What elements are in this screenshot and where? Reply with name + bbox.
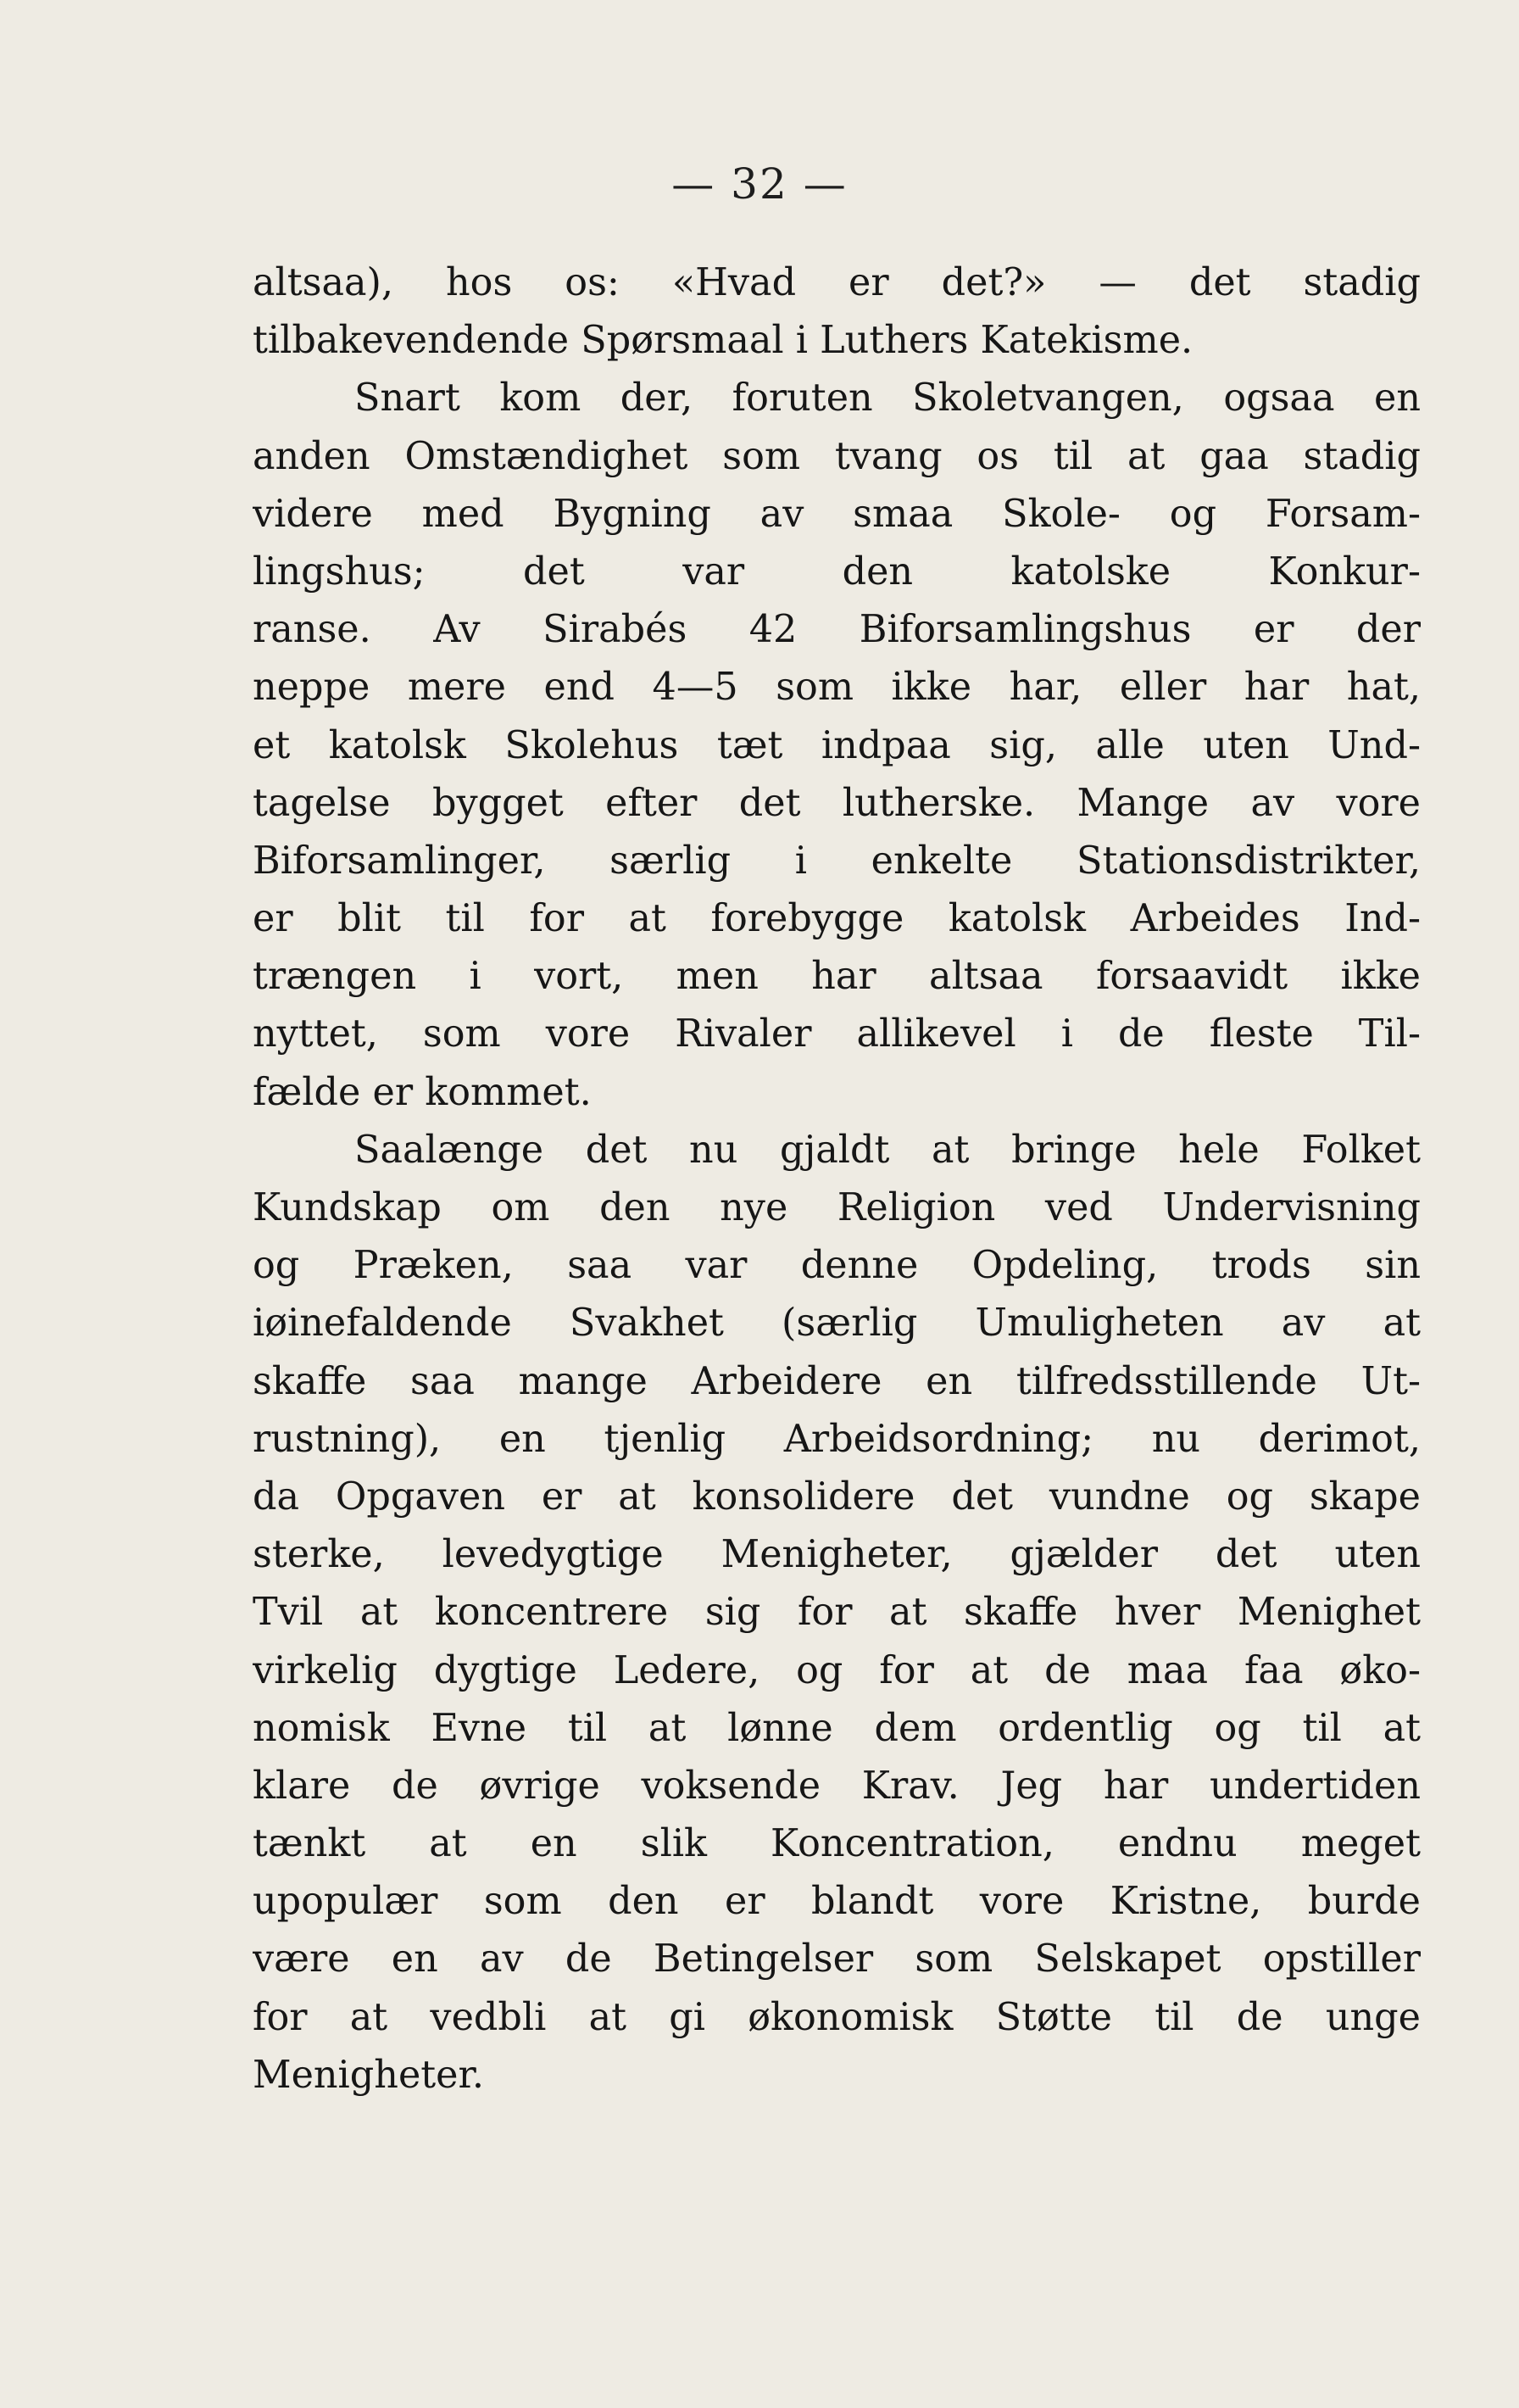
text-line: videre med Bygning av smaa Skole- og Forsam- bbox=[253, 492, 1421, 536]
text-line: altsaa), hos os: «Hvad er det?» — det stadig bbox=[253, 261, 1421, 304]
text-line: er blit til for at forebygge katolsk Arbeides Ind- bbox=[253, 897, 1421, 941]
body-text bbox=[253, 254, 1421, 2104]
text-line: et katolsk Skolehus tæt indpaa sig, alle uten Und- bbox=[253, 723, 1421, 767]
page-number: — 32 — bbox=[671, 159, 848, 209]
text-line: tænkt at en slik Koncentration, endnu meget bbox=[253, 1822, 1421, 1866]
text-line: nomisk Evne til at lønne dem ordentlig og til at bbox=[253, 1706, 1421, 1750]
text-line: sterke, levedygtige Menigheter, gjælder det uten bbox=[253, 1533, 1421, 1577]
text-line: lingshus; det var den katolske Konkur- bbox=[253, 549, 1421, 594]
text-line: neppe mere end 4—5 som ikke har, eller har hat, bbox=[253, 666, 1421, 710]
text-line: og Præken, saa var denne Opdeling, trods sin bbox=[253, 1244, 1421, 1288]
text-line: Menigheter. bbox=[253, 2053, 485, 2097]
text-line: virkelig dygtige Ledere, og for at de maa faa øko- bbox=[253, 1648, 1421, 1692]
text-line: nyttet, som vore Rivaler allikevel i de fleste Til- bbox=[253, 1012, 1421, 1056]
text-line: være en av de Betingelser som Selskapet opstiller bbox=[253, 1937, 1421, 1982]
text-line: iøinefaldende Svakhet (særlig Umuligheten av at bbox=[253, 1302, 1421, 1346]
text-line: rustning), en tjenlig Arbeidsordning; nu derimot, bbox=[253, 1417, 1421, 1461]
text-line: upopulær som den er blandt vore Kristne, burde bbox=[253, 1880, 1421, 1924]
text-line: skaffe saa mange Arbeidere en tilfredsstillende Ut- bbox=[253, 1359, 1421, 1403]
text-line: da Opgaven er at konsolidere det vundne og skape bbox=[253, 1474, 1421, 1519]
text-line: Tvil at koncentrere sig for at skaffe hver Menighet bbox=[253, 1591, 1421, 1635]
paragraph-first-line: Saalænge det nu gjaldt at bringe hele Folket bbox=[354, 1128, 1421, 1172]
text-line: fælde er kommet. bbox=[253, 1070, 592, 1114]
text-line: trængen i vort, men har altsaa forsaavidt ikke bbox=[253, 955, 1421, 999]
text-line: Biforsamlinger, særlig i enkelte Stationsdistrikter, bbox=[253, 839, 1421, 883]
text-line: tagelse bygget efter det lutherske. Mange av vore bbox=[253, 781, 1421, 825]
text-line: for at vedbli at gi økonomisk Støtte til de unge bbox=[253, 1995, 1421, 2039]
text-line: Kundskap om den nye Religion ved Undervisning bbox=[253, 1186, 1421, 1229]
text-line: tilbakevendende Spørsmaal i Luthers Katekisme. bbox=[253, 319, 1194, 363]
text-line: anden Omstændighet som tvang os til at gaa stadig bbox=[253, 434, 1421, 478]
text-line: ranse. Av Sirabés 42 Biforsamlingshus er der bbox=[253, 608, 1421, 652]
text-line: klare de øvrige voksende Krav. Jeg har undertiden bbox=[253, 1764, 1421, 1808]
paragraph-first-line: Snart kom der, foruten Skoletvangen, ogsaa en bbox=[354, 376, 1421, 421]
